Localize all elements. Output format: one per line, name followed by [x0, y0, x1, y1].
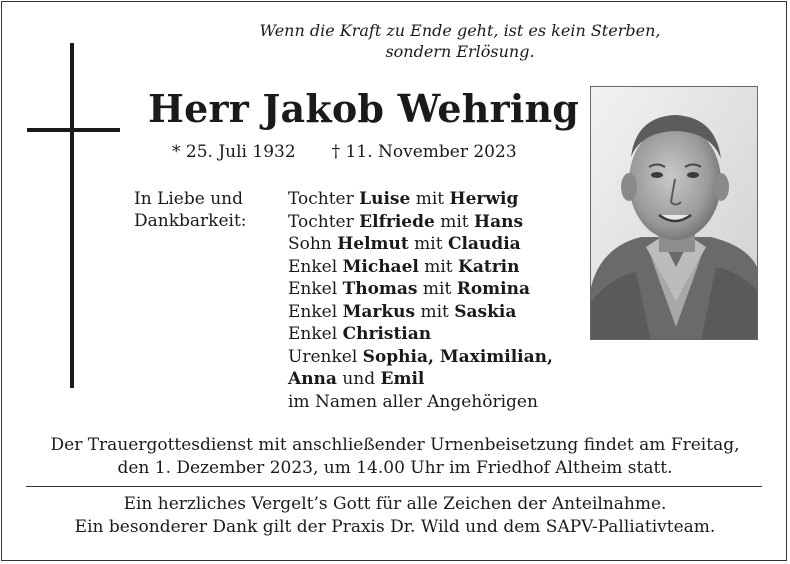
- portrait-illustration: [591, 87, 758, 340]
- deceased-name: Herr Jakob Wehring: [148, 86, 580, 131]
- service-line-2: den 1. Dezember 2023, um 14.00 Uhr im Friedhof Altheim statt.: [117, 458, 673, 478]
- family-list: [288, 188, 553, 413]
- family-line: Enkel Thomas mit Romina: [288, 279, 530, 299]
- birth-date: * 25. Juli 1932: [172, 142, 296, 162]
- family-line: Anna und Emil: [288, 369, 425, 389]
- family-line: Sohn Helmut mit Claudia: [288, 234, 521, 254]
- cross-icon-horizontal: [27, 128, 120, 132]
- closing-thanks: [20, 493, 770, 539]
- quote-line-2: sondern Erlösung.: [385, 42, 535, 61]
- closing-line-1: Ein herzliches Vergelt’s Gott für alle Zeichen der Anteilnahme.: [123, 494, 667, 514]
- thanks-label: [134, 188, 247, 232]
- life-dates: [172, 142, 517, 162]
- service-line-1: Der Trauergottesdienst mit anschließender Urnenbeisetzung findet am Freitag,: [50, 435, 740, 455]
- thanks-label-line-1: In Liebe und: [134, 189, 243, 209]
- quote-line-1: Wenn die Kraft zu Ende geht, ist es kein Sterben,: [259, 21, 661, 40]
- closing-line-2: Ein besonderer Dank gilt der Praxis Dr. Wild und dem SAPV-Palliativteam.: [74, 517, 716, 537]
- family-line: Urenkel Sophia, Maximilian,: [288, 346, 553, 367]
- divider-line: [26, 486, 762, 487]
- service-announcement: [20, 434, 770, 480]
- portrait-photo: [590, 86, 758, 340]
- family-line: Enkel Christian: [288, 324, 432, 344]
- family-line: Tochter Luise mit Herwig: [288, 189, 519, 209]
- cross-icon-vertical: [70, 43, 74, 388]
- thanks-label-line-2: Dankbarkeit:: [134, 211, 247, 231]
- quote: [200, 20, 720, 62]
- family-line: Enkel Michael mit Katrin: [288, 256, 520, 277]
- family-line: Tochter Elfriede mit Hans: [288, 211, 524, 232]
- family-line: Enkel Markus mit Saskia: [288, 301, 517, 322]
- death-date: † 11. November 2023: [331, 142, 517, 162]
- family-line: im Namen aller Angehörigen: [288, 391, 538, 412]
